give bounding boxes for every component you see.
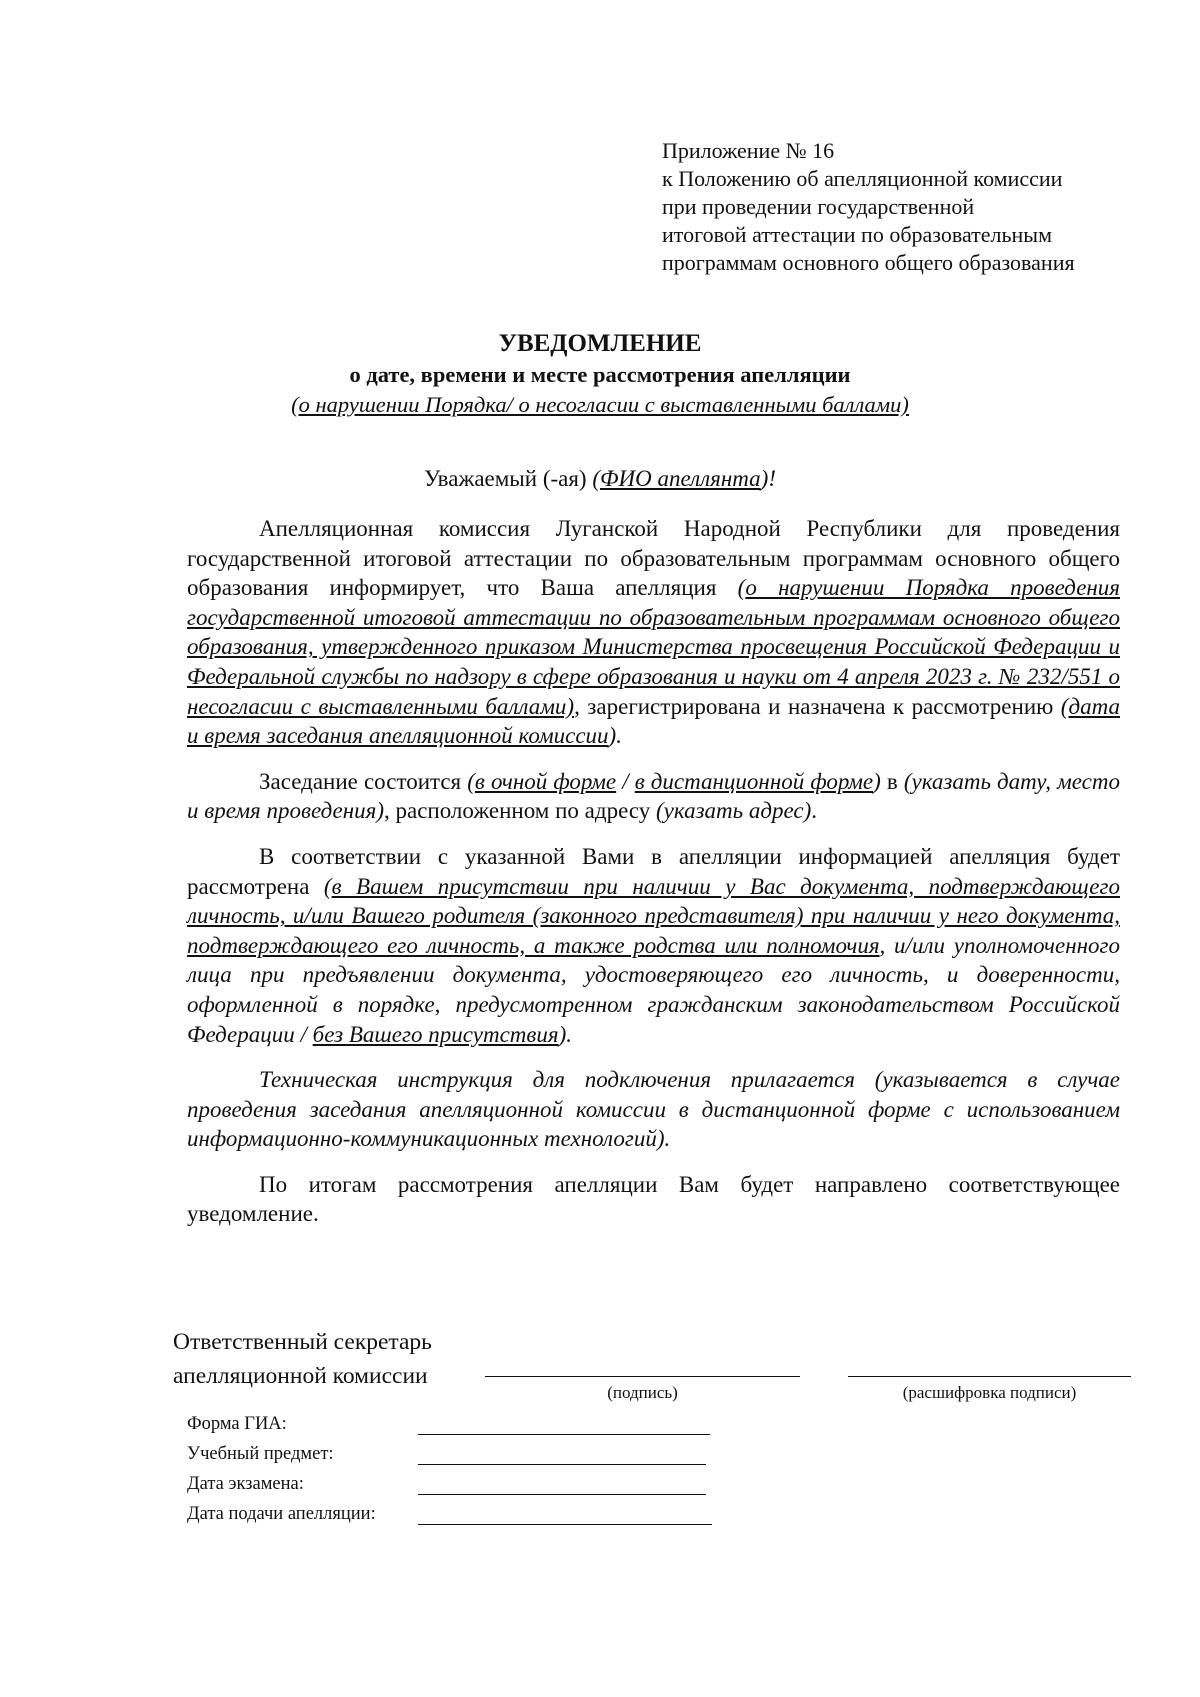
form-field-appeal-date: Дата подачи апелляции:	[187, 1504, 376, 1524]
paragraph-technical-instruction: Техническая инструкция для подключения прилагается (указывается в случае проведения заседания апелляционной комиссии в дистанционной форме с использованием информационно-коммуникационных технологий).	[187, 1067, 1120, 1152]
greeting-paren-open: (	[592, 466, 601, 491]
text-run: /	[616, 768, 635, 794]
appeal-type-placeholder: о нарушении Порядка проведения государственной итоговой аттестации по образовательным программам основного общего образования, утвержденного приказом Министерства просвещения Российской Федерации и Федеральной службы по надзору в сфере образования и науки от 4 апреля 2023 г. № 232/551 о несогласии с выставленными баллами)	[187, 575, 1120, 719]
text-run: (	[467, 768, 475, 794]
applicant-name-placeholder: ФИО апеллянта	[600, 466, 761, 491]
text-run: , расположенном по адресу	[384, 798, 657, 824]
greeting	[0, 464, 1200, 494]
text-run: , зарегистрирована и назначена к рассмотрению	[574, 693, 1061, 719]
appendix-line: Приложение № 16	[662, 138, 835, 163]
signature-block	[173, 1325, 432, 1393]
text-run: Апелляционная комиссия Луганской Народной Республики для проведения государственной итоговой аттестации по образовательным программам основного общего образования информирует, что Ваша апелляция	[187, 516, 1120, 601]
text-run: ).	[608, 723, 622, 749]
text-run: (	[323, 873, 332, 899]
presence-option: в Вашем присутствии при наличии у Вас документа, подтверждающего личность, и/или Вашего родителя (законного представителя) при наличии у него документа, подтверждающего его личность, а также родства или полномочия	[187, 873, 1120, 958]
text-run: В соответствии с указанной Вами в апелляции информацией апелляция будет рассмотрена	[187, 843, 1120, 899]
signature-caption: (подпись)	[607, 1383, 678, 1402]
form-field-exam-form: Форма ГИА:	[187, 1414, 287, 1434]
text-run: .	[811, 798, 818, 824]
appendix-line: итоговой аттестации по образовательным	[662, 222, 1053, 247]
document-title	[0, 328, 1200, 420]
form-field-line	[418, 1494, 706, 1495]
text-run: )	[873, 768, 881, 794]
paragraph-outcome: По итогам рассмотрения апелляции Вам будет направлено соответствующее уведомление.	[187, 1171, 1120, 1227]
appendix-line: к Положению об апелляционной комиссии	[662, 166, 1063, 191]
form-field-line	[418, 1464, 706, 1465]
signature-decoding-caption: (расшифровка подписи)	[902, 1383, 1077, 1402]
form-field-line	[418, 1434, 710, 1435]
appendix-header	[662, 137, 1182, 277]
text-run: ).	[558, 1021, 572, 1047]
signature-title-line1: Ответственный секретарь	[173, 1329, 432, 1355]
document-body	[187, 514, 1120, 1229]
signature-line	[485, 1376, 800, 1377]
meeting-details-placeholder: (указать дату, место и время проведения)	[187, 768, 1121, 824]
appendix-line: программам основного общего образования	[662, 250, 1075, 275]
form-field-exam-date: Дата экзамена:	[187, 1474, 304, 1494]
text-run: (	[1060, 693, 1069, 719]
paragraph-meeting	[187, 767, 1120, 826]
form-field-subject: Учебный предмет:	[187, 1444, 334, 1464]
paragraph-registration	[187, 514, 1120, 751]
proxy-option: , и/или уполномоченного лица при предъявлении документа, удостоверяющего его личность, и доверенности, оформленной в порядке, предусмотренном гражданским законодательством Российской Федерации /	[187, 932, 1120, 1047]
form-field-line	[418, 1524, 712, 1525]
signature-title-line2: апелляционной комиссии	[173, 1363, 428, 1389]
text-run: Заседание состоится	[259, 768, 468, 794]
title-subtitle: о дате, времени и месте рассмотрения апелляции	[349, 362, 851, 387]
signature-decoding-line	[848, 1376, 1131, 1377]
title-alternatives: (о нарушении Порядка/ о несогласии с выставленными баллами)	[291, 392, 909, 417]
text-run: в	[880, 768, 904, 794]
absence-option: без Вашего присутствия	[312, 1021, 559, 1047]
text-run: (	[737, 575, 746, 601]
title-main: УВЕДОМЛЕНИЕ	[498, 330, 702, 357]
meeting-datetime-placeholder: дата и время заседания апелляционной комиссии	[187, 693, 1120, 749]
remote-option: в дистанционной форме	[634, 768, 874, 794]
paragraph-presence	[187, 842, 1120, 1049]
in-person-option: в очной форме	[474, 768, 617, 794]
address-placeholder: (указать адрес)	[656, 798, 812, 824]
greeting-paren-close: )!	[760, 466, 776, 491]
greeting-text: Уважаемый (-ая)	[423, 466, 593, 491]
appendix-line: при проведении государственной	[662, 194, 975, 219]
